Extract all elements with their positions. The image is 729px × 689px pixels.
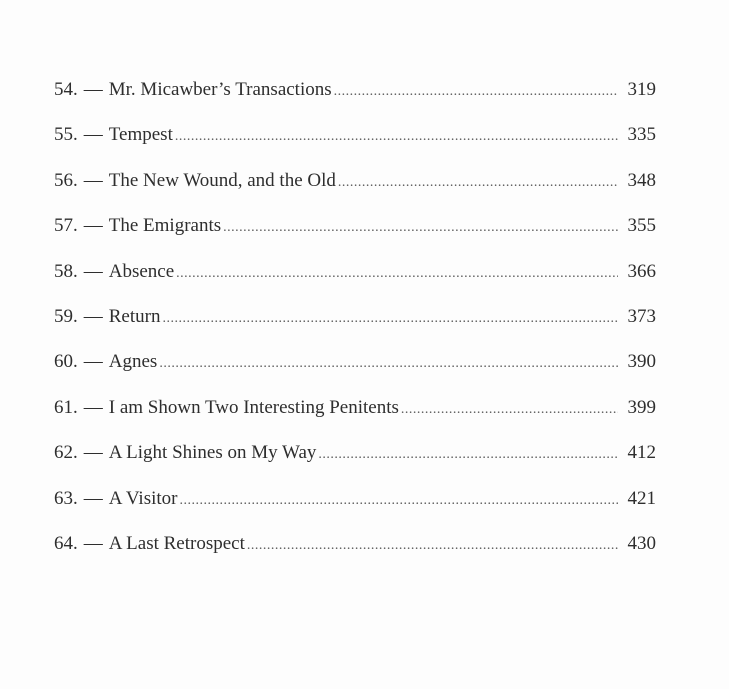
page-number: 390: [627, 351, 656, 373]
dot-leader: [162, 307, 618, 331]
separator: —: [83, 532, 103, 554]
chapter-number: 62.: [54, 442, 78, 464]
dot-leader: [175, 125, 618, 149]
chapter-number: 55.: [54, 124, 78, 146]
chapter-number: 58.: [54, 260, 78, 282]
dot-leader: [338, 171, 618, 195]
chapter-title: The Emigrants: [108, 215, 222, 237]
dot-leader: [159, 352, 618, 376]
toc-entry: [54, 350, 656, 395]
page-number: 373: [627, 305, 656, 327]
page-number: 335: [627, 124, 656, 146]
chapter-title: Absence: [108, 260, 175, 282]
page-number: 355: [627, 215, 656, 237]
dot-leader: [247, 534, 618, 558]
separator: —: [83, 487, 103, 509]
chapter-title: Mr. Micawber’s Transactions: [108, 79, 332, 100]
dot-leader: [223, 216, 618, 240]
separator: —: [83, 215, 103, 237]
page-number: 421: [627, 487, 656, 509]
separator: —: [83, 305, 103, 327]
dot-leader: [176, 262, 618, 286]
page-number: 430: [627, 532, 656, 554]
chapter-title: The New Wound, and the Old: [108, 169, 336, 191]
dot-leader: [334, 80, 618, 104]
toc-entry: [54, 305, 656, 350]
chapter-number: 61.: [54, 396, 78, 418]
dot-leader: [179, 489, 618, 513]
toc-entry: [54, 441, 656, 486]
chapter-number: 59.: [54, 305, 78, 327]
table-of-contents: [54, 78, 656, 577]
chapter-title: A Visitor: [108, 487, 178, 509]
toc-entry: [54, 260, 656, 305]
toc-entry: [54, 169, 656, 214]
toc-entry: [54, 78, 656, 123]
separator: —: [83, 169, 103, 191]
dot-leader: [401, 398, 618, 422]
chapter-number: 54.: [54, 79, 78, 100]
page-number: 348: [627, 169, 656, 191]
separator: —: [83, 124, 103, 146]
toc-entry: [54, 532, 656, 577]
separator: —: [83, 351, 103, 373]
toc-entry: [54, 214, 656, 259]
page-number: 366: [627, 260, 656, 282]
toc-entry: [54, 123, 656, 168]
chapter-title: Tempest: [108, 124, 173, 146]
separator: —: [83, 260, 103, 282]
chapter-title: Return: [108, 305, 161, 327]
chapter-title: I am Shown Two Interesting Penitents: [108, 396, 399, 418]
page-number: 319: [627, 79, 656, 100]
toc-entry: [54, 487, 656, 532]
chapter-number: 63.: [54, 487, 78, 509]
chapter-title: Agnes: [108, 351, 158, 373]
chapter-title: A Last Retrospect: [108, 532, 245, 554]
chapter-title: A Light Shines on My Way: [108, 442, 317, 464]
dot-leader: [318, 443, 618, 467]
toc-entry: [54, 396, 656, 441]
chapter-number: 60.: [54, 351, 78, 373]
separator: —: [83, 442, 103, 464]
page-number: 399: [627, 396, 656, 418]
chapter-number: 57.: [54, 215, 78, 237]
chapter-number: 64.: [54, 532, 78, 554]
separator: —: [83, 79, 103, 100]
separator: —: [83, 396, 103, 418]
chapter-number: 56.: [54, 169, 78, 191]
page-number: 412: [627, 442, 656, 464]
